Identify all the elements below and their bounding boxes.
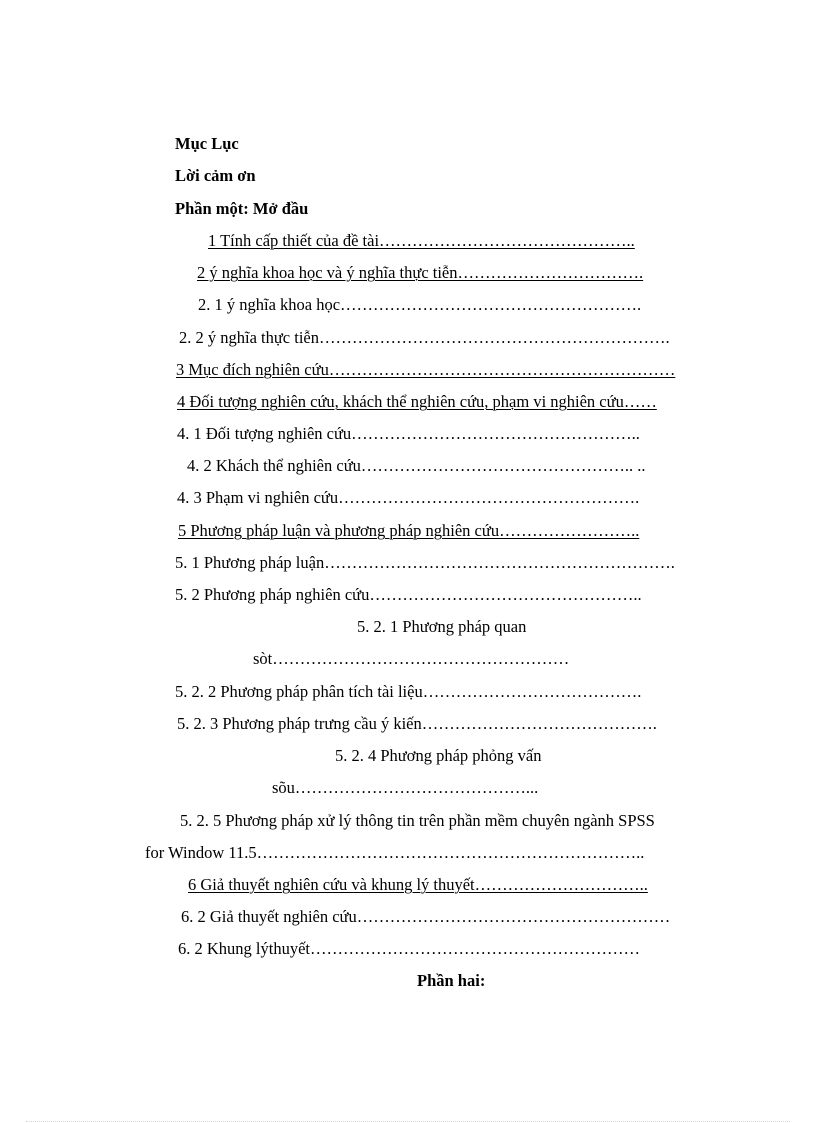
toc-entry-5[interactable]: 5 Phương pháp luận và phương pháp nghiên cứu…………………….. [178, 521, 640, 540]
toc-entry-4-3: 4. 3 Phạm vi nghiên cứu………………………………………………. [177, 488, 640, 507]
toc-entry-6[interactable]: 6 Giả thuyết nghiên cứu và khung lý thuyết………………………….. [188, 875, 648, 894]
toc-entry-2[interactable]: 2 ý nghĩa khoa học và ý nghĩa thực tiễn……………………………. [197, 263, 644, 282]
toc-entry-1[interactable]: 1 Tính cấp thiết của đề tài……………………………………….. [208, 231, 635, 250]
toc-entry-5-2-1: 5. 2. 1 Phương pháp quan [357, 617, 527, 636]
heading-phan-hai: Phần hai: [417, 971, 486, 990]
toc-entry-2-2: 2. 2 ý nghĩa thực tiễn………………………………………………………. [179, 328, 670, 347]
toc-entry-5-2-2: 5. 2. 2 Phương pháp phân tích tài liệu…………………………………. [175, 682, 642, 701]
toc-entry-4-2: 4. 2 Khách thể nghiên cứu………………………………………….. .. [187, 456, 646, 475]
toc-entry-6-2b: 6. 2 Khung lýthuyết…………………………………………………… [178, 939, 640, 958]
heading-loi-cam-on: Lời cảm ơn [175, 166, 256, 185]
toc-entry-5-2-5: 5. 2. 5 Phương pháp xử lý thông tin trên phần mềm chuyên ngành SPSS [180, 811, 655, 830]
toc-entry-3[interactable]: 3 Mục đích nghiên cứu……………………………………………………… [176, 360, 676, 379]
toc-entry-5-2-4: 5. 2. 4 Phương pháp phỏng vấn [335, 746, 542, 765]
toc-entry-2-1: 2. 1 ý nghĩa khoa học………………………………………………. [198, 295, 642, 314]
toc-entry-5-1: 5. 1 Phương pháp luận………………………………………………………. [175, 553, 675, 572]
page-bottom-rule [26, 1121, 790, 1122]
heading-phan-mot: Phần một: Mở đầu [175, 199, 309, 218]
toc-entry-5-2-5-cont: for Window 11.5…………………………………………………………….. [145, 843, 645, 862]
heading-muc-luc: Mục Lục [175, 134, 239, 153]
toc-entry-5-2-4-cont: sõu……………………………………... [272, 778, 539, 797]
toc-entry-4[interactable]: 4 Đối tượng nghiên cứu, khách thể nghiên cứu, phạm vi nghiên cứu…… [177, 392, 657, 411]
toc-entry-5-2: 5. 2 Phương pháp nghiên cứu………………………………………….. [175, 585, 642, 604]
toc-entry-5-2-3: 5. 2. 3 Phương pháp trưng cầu ý kiến……………………………………. [177, 714, 657, 733]
toc-entry-5-2-1-cont: sòt……………………………………………… [253, 649, 570, 668]
toc-entry-6-2a: 6. 2 Giả thuyết nghiên cứu………………………………………………… [181, 907, 671, 926]
toc-entry-4-1: 4. 1 Đối tượng nghiên cứu…………………………………………….. [177, 424, 640, 443]
